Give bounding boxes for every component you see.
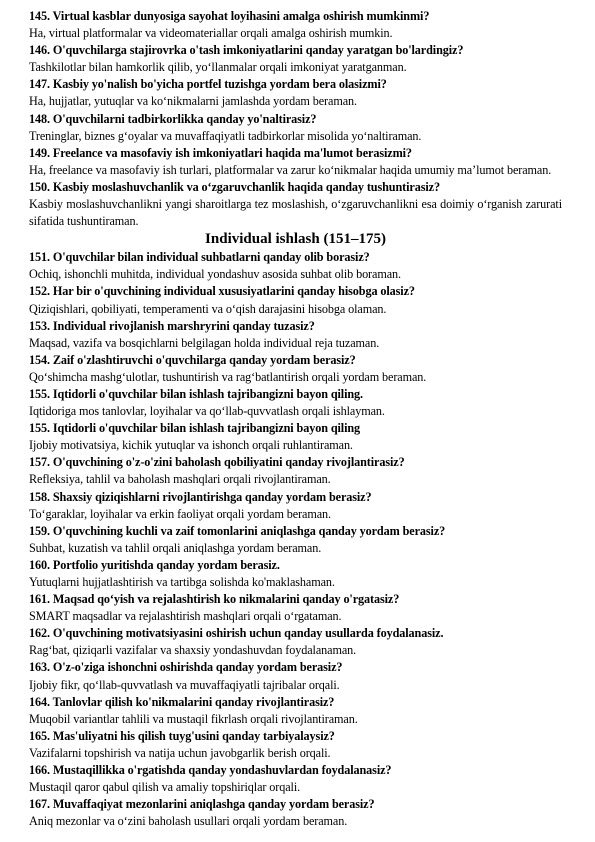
answer: Refleksiya, tahlil va baholash mashqlari orqali rivojlantiraman.	[29, 472, 331, 487]
answer: Vazifalarni topshirish va natija uchun javobgarlik berish orqali.	[29, 745, 331, 760]
question: 155. Iqtidorli o'quvchilar bilan ishlash tajribangizni bayon qiling	[29, 421, 361, 436]
answer: Ha, virtual platformalar va videomateriallar orqali amalga oshirish mumkin.	[29, 26, 393, 41]
question: 146. O'quvchilarga stajirovrka o'tash imkoniyatlarini qanday yaratgan bo'lardingiz?	[29, 43, 464, 58]
question: 148. O'quvchilarni tadbirkorlikka qanday yo'naltirasiz?	[29, 111, 317, 126]
answer: Qiziqishlari, qobiliyati, temperamenti va o‘qish darajasini hisobga olaman.	[29, 301, 387, 316]
question: 158. Shaxsiy qiziqishlarni rivojlantirishga qanday yordam berasiz?	[29, 489, 372, 504]
question: 165. Mas'uliyatni his qilish tuyg'usini qanday tarbiyalaysiz?	[29, 728, 335, 743]
answer: Suhbat, kuzatish va tahlil orqali aniqlashga yordam beraman.	[29, 540, 322, 555]
question: 154. Zaif o'zlashtiruvchi o'quvchilarga qanday yordam berasiz?	[29, 352, 356, 367]
question: 161. Maqsad qo‘yish va rejalashtirish ko nikmalarini qanday o'rgatasiz?	[29, 592, 400, 607]
answer: Treninglar, biznes g‘oyalar va muvaffaqiyatli tadbirkorlar misolida yo‘naltiraman.	[29, 128, 422, 143]
answer: Muqobil variantlar tahlili va mustaqil fikrlash orqali rivojlantiraman.	[29, 711, 358, 726]
answer: Ha, hujjatlar, yutuqlar va ko‘nikmalarni jamlashda yordam beraman.	[29, 94, 357, 109]
question: 150. Kasbiy moslashuvchanlik va o‘zgaruvchanlik haqida qanday tushuntirasiz?	[29, 179, 440, 194]
question: 145. Virtual kasblar dunyosiga sayohat loyihasini amalga oshirish mumkinmi?	[29, 9, 430, 23]
question: 159. O'quvchining kuchli va zaif tomonlarini aniqlashga qanday yordam berasiz?	[29, 523, 446, 538]
question: 152. Har bir o'quvchining individual xususiyatlarini qanday hisobga olasiz?	[29, 284, 415, 299]
question: 164. Tanlovlar qilish ko'nikmalarini qanday rivojlantirasiz?	[29, 694, 335, 709]
answer: Ochiq, ishonchli muhitda, individual yondashuv asosida suhbat olib boraman.	[29, 267, 401, 282]
answer: Aniq mezonlar va o‘zini baholash usullari orqali yordam beraman.	[29, 814, 348, 829]
qa-list-bottom	[29, 249, 562, 830]
answer: Maqsad, vazifa va bosqichlarni belgilagan holda individual reja tuzaman.	[29, 335, 380, 350]
qa-list-top	[29, 8, 562, 230]
answer: Qo‘shimcha mashg‘ulotlar, tushuntirish va rag‘batlantirish orqali yordam beraman.	[29, 369, 427, 384]
section-title: Individual ishlash (151–175)	[205, 231, 386, 248]
question: 162. O'quvchining motivatsiyasini oshirish uchun qanday usullarda foydalanasiz.	[29, 626, 444, 641]
answer: Ijobiy motivatsiya, kichik yutuqlar va ishonch orqali ruhlantiraman.	[29, 438, 353, 453]
question: 167. Muvaffaqiyat mezonlarini aniqlashga qanday yordam berasiz?	[29, 797, 375, 812]
question: 157. O'quvchining o'z-o'zini baholash qobiliyatini qanday rivojlantirasiz?	[29, 455, 405, 470]
question: 147. Kasbiy yo'nalish bo'yicha portfel tuzishga yordam bera olasizmi?	[29, 77, 387, 92]
answer: Mustaqil qaror qabul qilish va amaliy topshiriqlar orqali.	[29, 780, 301, 795]
answer: Ijobiy fikr, qo‘llab-quvvatlash va muvaffaqiyatli tajribalar orqali.	[29, 677, 340, 692]
document-page	[29, 8, 562, 830]
answer: To‘garaklar, loyihalar va erkin faoliyat orqali yordam beraman.	[29, 506, 331, 521]
answer: Ha, freelance va masofaviy ish turlari, platformalar va zarur ko‘nikmalar haqida umumiy ma’lumot beraman.	[29, 162, 552, 177]
answer: Yutuqlarni hujjatlashtirish va tartibga solishda ko'maklashaman.	[29, 575, 335, 589]
question: 163. O'z-o'ziga ishonchni oshirishda qanday yordam berasiz?	[29, 660, 343, 675]
answer: Kasbiy moslashuvchanlikni yangi sharoitlarga tez moslashish, o‘zgaruvchanlikni esa doimiy o‘rganish zarurati sifatida tushuntiraman.	[29, 197, 562, 229]
question: 153. Individual rivojlanish marshryrini qanday tuzasiz?	[29, 318, 315, 333]
answer: Rag‘bat, qiziqarli vazifalar va shaxsiy yondashuvdan foydalanaman.	[29, 643, 357, 658]
question: 160. Portfolio yuritishda qanday yordam berasiz.	[29, 557, 280, 572]
answer: Iqtidoriga mos tanlovlar, loyihalar va qo‘llab-quvvatlash orqali ishlayman.	[29, 404, 385, 419]
answer: Tashkilotlar bilan hamkorlik qilib, yo‘llanmalar orqali imkoniyat yaratganman.	[29, 60, 407, 75]
answer: SMART maqsadlar va rejalashtirish mashqlari orqali o‘rgataman.	[29, 609, 342, 624]
question: 166. Mustaqillikka o'rgatishda qanday yondashuvlardan foydalanasiz?	[29, 763, 392, 778]
question: 155. Iqtidorli o'quvchilar bilan ishlash tajribangizni bayon qiling.	[29, 386, 363, 401]
question: 149. Freelance va masofaviy ish imkoniyatlari haqida ma'lumot berasizmi?	[29, 145, 412, 160]
question: 151. O'quvchilar bilan individual suhbatlarni qanday olib borasiz?	[29, 250, 370, 265]
